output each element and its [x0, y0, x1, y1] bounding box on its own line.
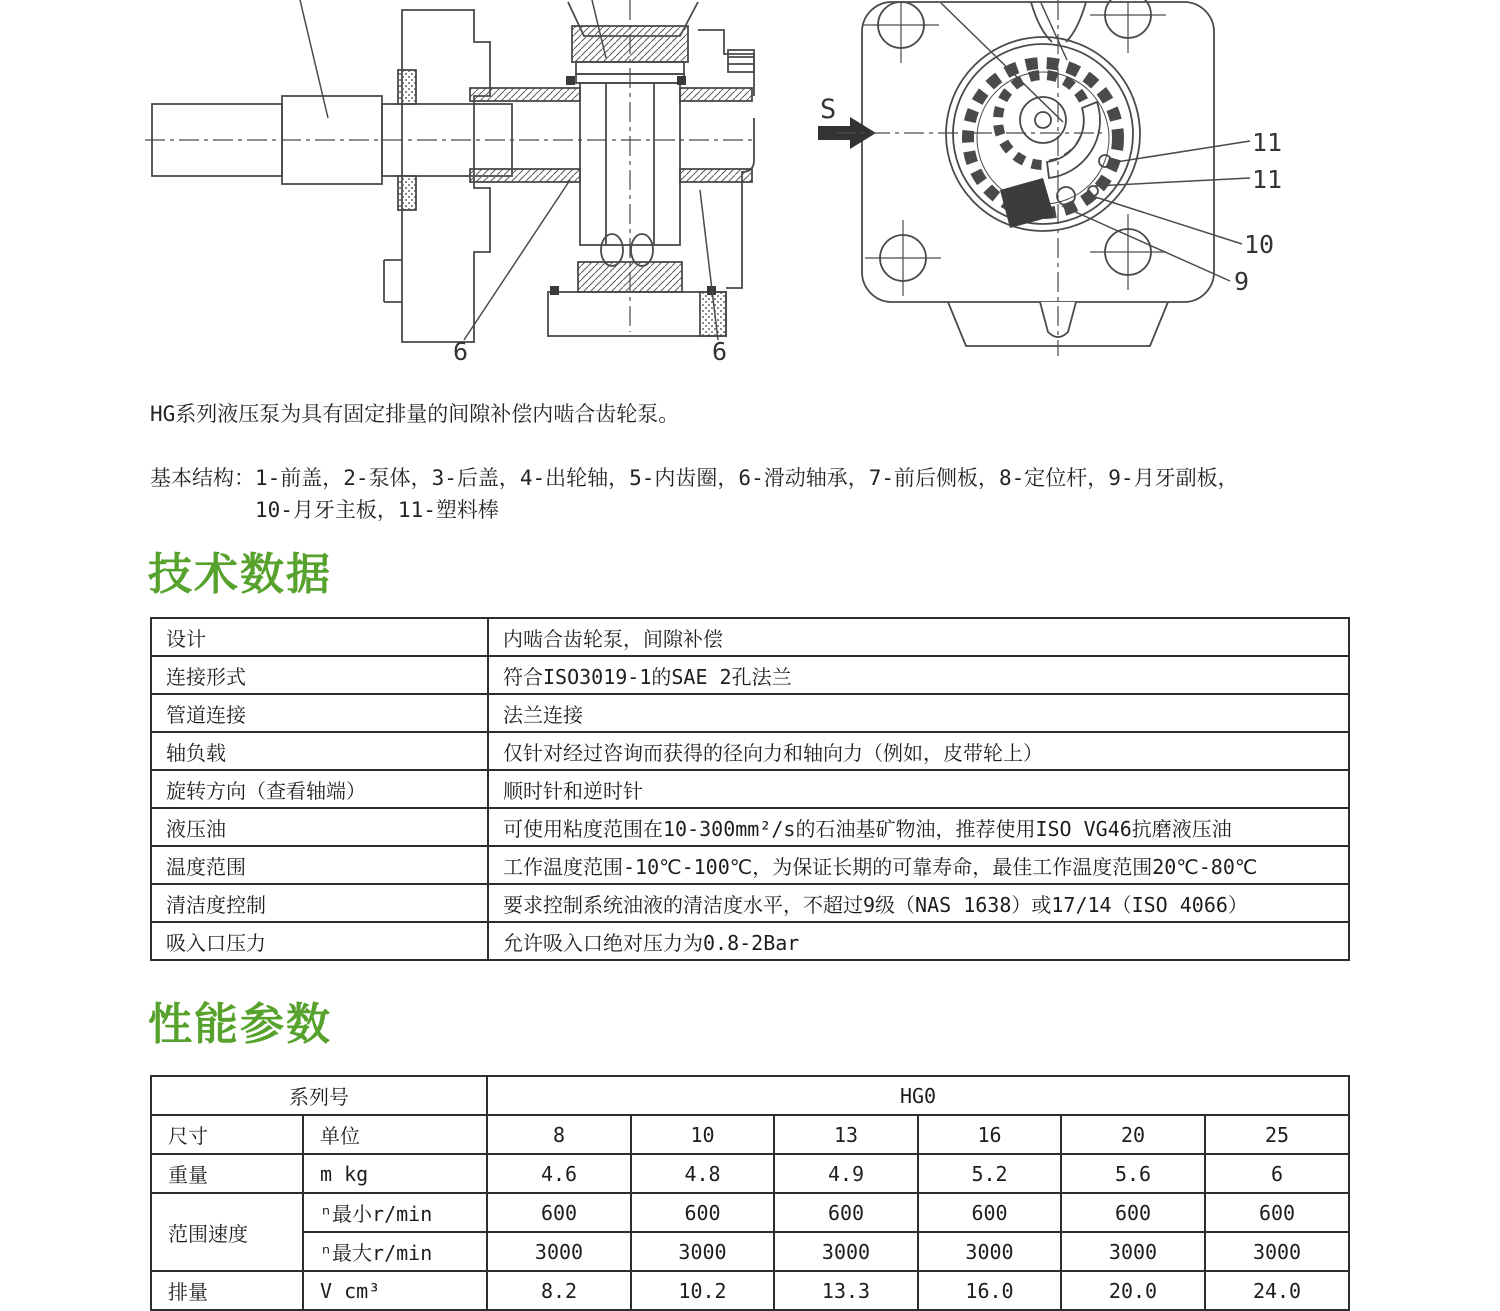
table-row	[151, 1271, 1349, 1310]
displacement-value-cell: 13.3	[774, 1271, 918, 1310]
tech-label-cell: 轴负载	[151, 732, 488, 770]
displacement-value-cell: 24.0	[1205, 1271, 1349, 1310]
table-row	[151, 656, 1349, 694]
table-row	[151, 884, 1349, 922]
tech-value-cell: 可使用粘度范围在10-300mm²/s的石油基矿物油，推荐使用ISO VG46抗磨液压油	[488, 808, 1349, 846]
tech-value-cell: 允许吸入口绝对压力为0.8-2Bar	[488, 922, 1349, 960]
speed-range-label-cell: 范围速度	[151, 1193, 303, 1271]
pump-section-drawing	[140, 0, 760, 365]
tech-value-cell: 内啮合齿轮泵，间隙补偿	[488, 618, 1349, 656]
performance-title: 性能参数	[148, 999, 332, 1050]
displacement-value-cell: 16.0	[918, 1271, 1061, 1310]
speed-min-unit-cell: ⁿ最小r/min	[303, 1193, 487, 1232]
table-row	[151, 1076, 1349, 1115]
structure-line-1: 基本结构：1-前盖，2-泵体，3-后盖，4-出轮轴，5-内齿圈，6-滑动轴承，7-前后侧板，8-定位杆，9-月牙副板，	[150, 466, 1239, 490]
table-row	[151, 618, 1349, 656]
tech-value-cell: 要求控制系统油液的清洁度水平，不超过9级（NAS 1638）或17/14（ISO 4066）	[488, 884, 1349, 922]
speed-max-value-cell: 3000	[774, 1232, 918, 1271]
series-value-cell: HG0	[487, 1076, 1349, 1115]
speed-max-value-cell: 3000	[631, 1232, 774, 1271]
structure-line-2: 10-月牙主板，11-塑料棒	[255, 498, 499, 522]
tech-label-cell: 吸入口压力	[151, 922, 488, 960]
table-row	[151, 1232, 1349, 1271]
table-row	[151, 808, 1349, 846]
speed-min-value-cell: 600	[1205, 1193, 1349, 1232]
intro-paragraph: HG系列液压泵为具有固定排量的间隙补偿内啮合齿轮泵。	[150, 402, 680, 426]
weight-unit-cell: m kg	[303, 1154, 487, 1193]
speed-min-value-cell: 600	[918, 1193, 1061, 1232]
callout-label-9: 9	[1234, 267, 1250, 296]
speed-max-value-cell: 3000	[1205, 1232, 1349, 1271]
tech-label-cell: 设计	[151, 618, 488, 656]
speed-max-value-cell: 3000	[487, 1232, 631, 1271]
tech-label-cell: 清洁度控制	[151, 884, 488, 922]
displacement-label-cell: 排量	[151, 1271, 303, 1310]
table-row	[151, 694, 1349, 732]
tech-value-cell: 仅针对经过咨询而获得的径向力和轴向力（例如，皮带轮上）	[488, 732, 1349, 770]
tech-label-cell: 旋转方向（查看轴端）	[151, 770, 488, 808]
tech-label-cell: 管道连接	[151, 694, 488, 732]
pump-front-drawing	[800, 0, 1300, 365]
tech-value-cell: 符合ISO3019-1的SAE 2孔法兰	[488, 656, 1349, 694]
suction-port-label: S	[820, 94, 837, 125]
front-body-outline	[862, 2, 1214, 346]
speed-min-value-cell: 600	[1061, 1193, 1205, 1232]
callout-label-11a: 11	[1252, 128, 1283, 157]
positioning-pin	[1057, 187, 1075, 205]
size-cell: 25	[1205, 1115, 1349, 1154]
weight-value-cell: 4.6	[487, 1154, 631, 1193]
weight-value-cell: 4.8	[631, 1154, 774, 1193]
tech-value-cell: 法兰连接	[488, 694, 1349, 732]
table-row	[151, 770, 1349, 808]
weight-value-cell: 5.2	[918, 1154, 1061, 1193]
weight-value-cell: 6	[1205, 1154, 1349, 1193]
size-cell: 16	[918, 1115, 1061, 1154]
crescent-main-plate	[1000, 178, 1054, 228]
displacement-unit-cell: V cm³	[303, 1271, 487, 1310]
series-label-cell: 系列号	[151, 1076, 487, 1115]
speed-min-value-cell: 600	[631, 1193, 774, 1232]
weight-label-cell: 重量	[151, 1154, 303, 1193]
pinion-hub	[1020, 97, 1066, 143]
size-cell: 20	[1061, 1115, 1205, 1154]
speed-max-unit-cell: ⁿ最大r/min	[303, 1232, 487, 1271]
callout-label-10: 10	[1244, 230, 1275, 259]
speed-min-value-cell: 600	[774, 1193, 918, 1232]
speed-max-value-cell: 3000	[918, 1232, 1061, 1271]
structure-paragraph	[150, 462, 1450, 526]
table-row	[151, 1193, 1349, 1232]
weight-value-cell: 4.9	[774, 1154, 918, 1193]
tech-value-cell: 顺时针和逆时针	[488, 770, 1349, 808]
performance-table	[150, 1075, 1350, 1311]
tech-data-table	[150, 617, 1350, 961]
callout-label-11b: 11	[1252, 165, 1283, 194]
displacement-value-cell: 20.0	[1061, 1271, 1205, 1310]
callout-label-6-right: 6	[712, 337, 728, 365]
tech-label-cell: 液压油	[151, 808, 488, 846]
pump-housing-outline	[152, 2, 754, 342]
weight-value-cell: 5.6	[1061, 1154, 1205, 1193]
displacement-value-cell: 10.2	[631, 1271, 774, 1310]
size-cell: 8	[487, 1115, 631, 1154]
table-row	[151, 922, 1349, 960]
rear-cover-block	[548, 292, 726, 336]
tech-value-cell: 工作温度范围-10℃-100℃，为保证长期的可靠寿命，最佳工作温度范围20℃-80℃	[488, 846, 1349, 884]
table-row	[151, 1115, 1349, 1154]
table-row	[151, 1154, 1349, 1193]
speed-max-value-cell: 3000	[1061, 1232, 1205, 1271]
tech-label-cell: 连接形式	[151, 656, 488, 694]
size-cell: 10	[631, 1115, 774, 1154]
tech-data-title: 技术数据	[148, 549, 332, 600]
speed-min-value-cell: 600	[487, 1193, 631, 1232]
table-row	[151, 846, 1349, 884]
table-row	[151, 732, 1349, 770]
displacement-value-cell: 8.2	[487, 1271, 631, 1310]
unit-label-cell: 单位	[303, 1115, 487, 1154]
callout-label-6-left: 6	[453, 337, 469, 365]
size-cell: 13	[774, 1115, 918, 1154]
tech-label-cell: 温度范围	[151, 846, 488, 884]
size-label-cell: 尺寸	[151, 1115, 303, 1154]
